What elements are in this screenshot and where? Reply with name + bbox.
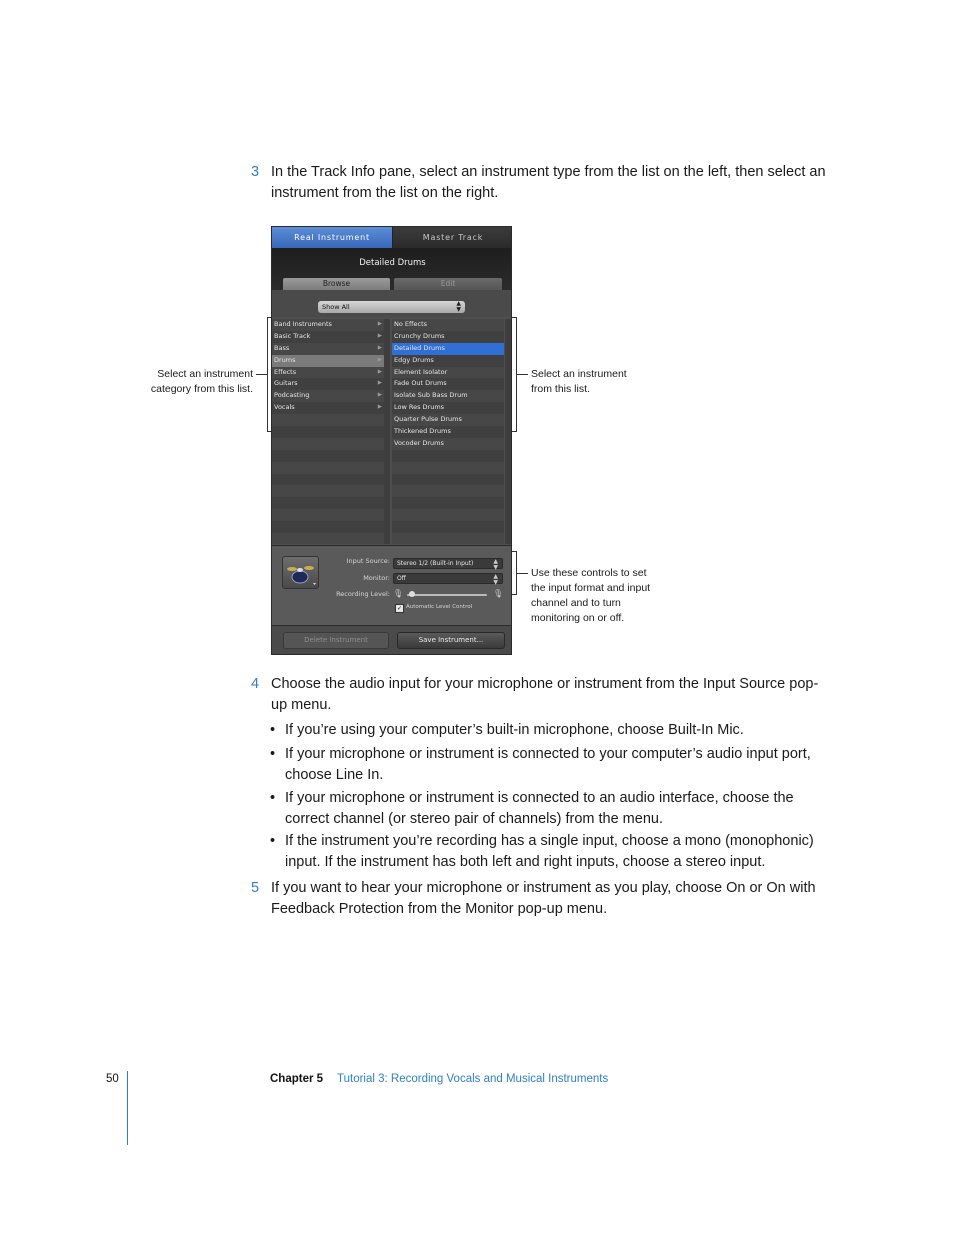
instrument-row[interactable] [392, 367, 504, 379]
step-number-4: 4 [251, 676, 260, 692]
step-5-line-1: If you want to hear your microphone or instrument as you play, choose On or On with [271, 880, 816, 896]
callout-controls-line-4: monitoring on or off. [531, 612, 625, 624]
category-row[interactable] [272, 343, 384, 355]
instrument-label: Low Res Drums [394, 403, 445, 412]
category-row[interactable] [272, 367, 384, 379]
callout-controls-line-2: the input format and input [531, 582, 651, 594]
category-list [272, 319, 384, 544]
instrument-row[interactable] [392, 319, 504, 331]
category-label: Effects [274, 367, 297, 376]
instrument-label: Crunchy Drums [394, 331, 445, 340]
show-all-popup[interactable] [318, 301, 465, 313]
instrument-label: Detailed Drums [394, 343, 445, 352]
instrument-row [392, 462, 504, 474]
updown-arrows-icon: ▲ ▼ [493, 573, 498, 586]
step-4-line-2: up menu. [271, 696, 332, 713]
category-row [272, 426, 384, 438]
instrument-header [272, 248, 512, 290]
instrument-label: Element Isolator [394, 367, 448, 376]
category-row[interactable] [272, 390, 384, 402]
category-label: Podcasting [274, 391, 310, 400]
instrument-title: Detailed Drums [359, 258, 426, 268]
category-row[interactable] [272, 319, 384, 331]
bullet-marker: • [270, 722, 276, 738]
tab-master-track[interactable]: Master Track [392, 227, 512, 248]
bullet-marker: • [270, 746, 276, 762]
recording-level-label: Recording Level: [336, 590, 390, 598]
list-separator [384, 319, 390, 544]
show-all-label: Show All [322, 303, 350, 311]
input-source-label: Input Source: [346, 557, 390, 565]
instrument-row [392, 485, 504, 497]
bullet-line: correct channel (or stereo pair of channels) from the menu. [285, 810, 663, 827]
footer-rule [127, 1071, 128, 1145]
step-5-text [271, 878, 816, 919]
instrument-label: No Effects [394, 320, 427, 328]
instrument-row[interactable] [392, 378, 504, 390]
category-label: Drums [274, 355, 296, 364]
category-row [272, 509, 384, 521]
instrument-label: Isolate Sub Bass Drum [394, 391, 468, 400]
instrument-row[interactable] [392, 343, 504, 355]
callout-left-line-1: Select an instrument [157, 368, 253, 380]
microphone-low-icon: 🎙 [393, 589, 404, 598]
disclosure-arrow-icon: ▶ [377, 321, 382, 327]
disclosure-arrow-icon: ▶ [377, 392, 382, 399]
instrument-label: Thickened Drums [394, 427, 451, 436]
instrument-row [392, 533, 504, 544]
callout-category-list [138, 367, 253, 397]
category-row [272, 438, 384, 450]
disclosure-arrow-icon: ▶ [377, 380, 382, 387]
category-row [272, 521, 384, 533]
chapter-label: Chapter 5 [270, 1073, 324, 1085]
instrument-row[interactable] [392, 390, 504, 402]
step-3-line-1: In the Track Info pane, select an instrument type from the list on the left, then select an [271, 164, 826, 180]
updown-arrows-icon: ▲ ▼ [456, 300, 461, 313]
subtab-browse[interactable]: Browse [283, 278, 390, 290]
bullet-item [285, 720, 744, 741]
bullet-item [285, 744, 811, 785]
input-controls [272, 545, 512, 626]
automatic-level-control-checkbox[interactable]: ✓ [396, 605, 403, 612]
tab-real-instrument[interactable]: Real Instrument [272, 227, 392, 248]
instrument-row[interactable] [392, 426, 504, 438]
step-number-3: 3 [251, 164, 260, 180]
subtab-edit[interactable]: Edit [394, 278, 502, 290]
callout-controls-line-1: Use these controls to set [531, 567, 647, 579]
category-row[interactable] [272, 355, 384, 367]
instrument-row [392, 521, 504, 533]
category-label: Band Instruments [274, 320, 332, 328]
instrument-row [392, 497, 504, 509]
category-label: Bass [274, 343, 290, 352]
bullet-line: If your microphone or instrument is connected to an audio interface, choose the [285, 790, 794, 806]
filter-bar [272, 290, 512, 317]
instrument-row[interactable] [392, 438, 504, 450]
category-row[interactable] [272, 402, 384, 414]
disclosure-arrow-icon: ▶ [377, 404, 382, 411]
instrument-list [392, 319, 504, 544]
callout-right-line-1: Select an instrument [531, 368, 627, 380]
instrument-label: Quarter Pulse Drums [394, 415, 462, 424]
category-label: Vocals [274, 403, 295, 412]
instrument-label: Edgy Drums [394, 355, 434, 364]
category-row [272, 414, 384, 426]
step-4-text [271, 674, 818, 715]
callout-right-line-2: from this list. [531, 383, 590, 395]
callout-left-line-2: category from this list. [150, 383, 253, 395]
instrument-row[interactable] [392, 402, 504, 414]
input-source-value: Stereo 1/2 (Built-in Input) [397, 560, 474, 567]
category-row [272, 485, 384, 497]
category-label: Guitars [274, 379, 298, 388]
instrument-label: Vocoder Drums [394, 438, 444, 447]
disclosure-arrow-icon: ▶ [377, 332, 382, 339]
leader-line-controls [517, 573, 528, 574]
bottom-button-bar [272, 625, 512, 655]
automatic-level-control-label: Automatic Level Control [406, 604, 473, 610]
callout-controls-line-3: channel and to turn [531, 597, 621, 609]
category-row [272, 462, 384, 474]
step-3-text [271, 162, 826, 203]
disclosure-arrow-icon: ▶ [377, 368, 382, 375]
instrument-row [392, 450, 504, 462]
instrument-row[interactable] [392, 331, 504, 343]
page-number: 50 [106, 1073, 119, 1085]
instrument-row [392, 474, 504, 486]
leader-line-right [517, 374, 528, 375]
bullet-line: If your microphone or instrument is connected to your computer’s audio input port, [285, 746, 811, 762]
callout-controls [531, 566, 671, 626]
bullet-line: choose Line In. [285, 766, 384, 783]
instrument-label: Fade Out Drums [394, 379, 447, 388]
save-instrument-button[interactable]: Save Instrument... [397, 632, 505, 649]
callout-instrument-list [531, 367, 661, 397]
step-3-line-2: instrument from the list on the right. [271, 184, 499, 201]
instrument-row[interactable] [392, 355, 504, 367]
leader-line-left [256, 374, 267, 375]
step-number-5: 5 [251, 880, 260, 896]
bullet-marker: • [270, 833, 276, 849]
category-row[interactable] [272, 331, 384, 343]
disclosure-arrow-icon: ▶ [377, 356, 382, 363]
bullet-marker: • [270, 790, 276, 806]
recording-level-knob[interactable] [409, 591, 415, 597]
monitor-value: Off [397, 575, 406, 582]
category-row [272, 497, 384, 509]
bullet-item [285, 788, 794, 829]
step-5-line-2: Feedback Protection from the Monitor pop-up menu. [271, 900, 608, 917]
recording-level-slider[interactable] [407, 594, 487, 596]
category-row [272, 533, 384, 544]
category-row [272, 474, 384, 486]
category-row [272, 450, 384, 462]
updown-arrows-icon: ▲ ▼ [493, 558, 498, 571]
bullet-item [285, 831, 814, 872]
chapter-title: Tutorial 3: Recording Vocals and Musical Instruments [337, 1073, 609, 1085]
category-label: Basic Track [274, 331, 311, 340]
monitor-popup[interactable] [393, 573, 503, 584]
input-source-popup[interactable] [393, 558, 503, 569]
monitor-label: Monitor: [363, 574, 390, 582]
bullet-line: If you’re using your computer’s built-in microphone, choose Built-In Mic. [285, 722, 744, 738]
bullet-line: If the instrument you’re recording has a single input, choose a mono (monophonic) [285, 833, 814, 849]
disclosure-arrow-icon: ▶ [377, 344, 382, 351]
microphone-high-icon: 🎙 [493, 589, 504, 598]
bullet-line: input. If the instrument has both left and right inputs, choose a stereo input. [285, 853, 766, 870]
instrument-row [392, 509, 504, 521]
list-scrollbar[interactable] [505, 319, 512, 544]
step-4-line-1: Choose the audio input for your microphone or instrument from the Input Source pop- [271, 676, 819, 692]
drum-kit-icon[interactable] [282, 556, 319, 589]
browser-lists [272, 319, 512, 544]
delete-instrument-button[interactable]: Delete Instrument [283, 632, 389, 649]
track-info-pane [271, 226, 512, 655]
category-row[interactable] [272, 378, 384, 390]
instrument-row[interactable] [392, 414, 504, 426]
